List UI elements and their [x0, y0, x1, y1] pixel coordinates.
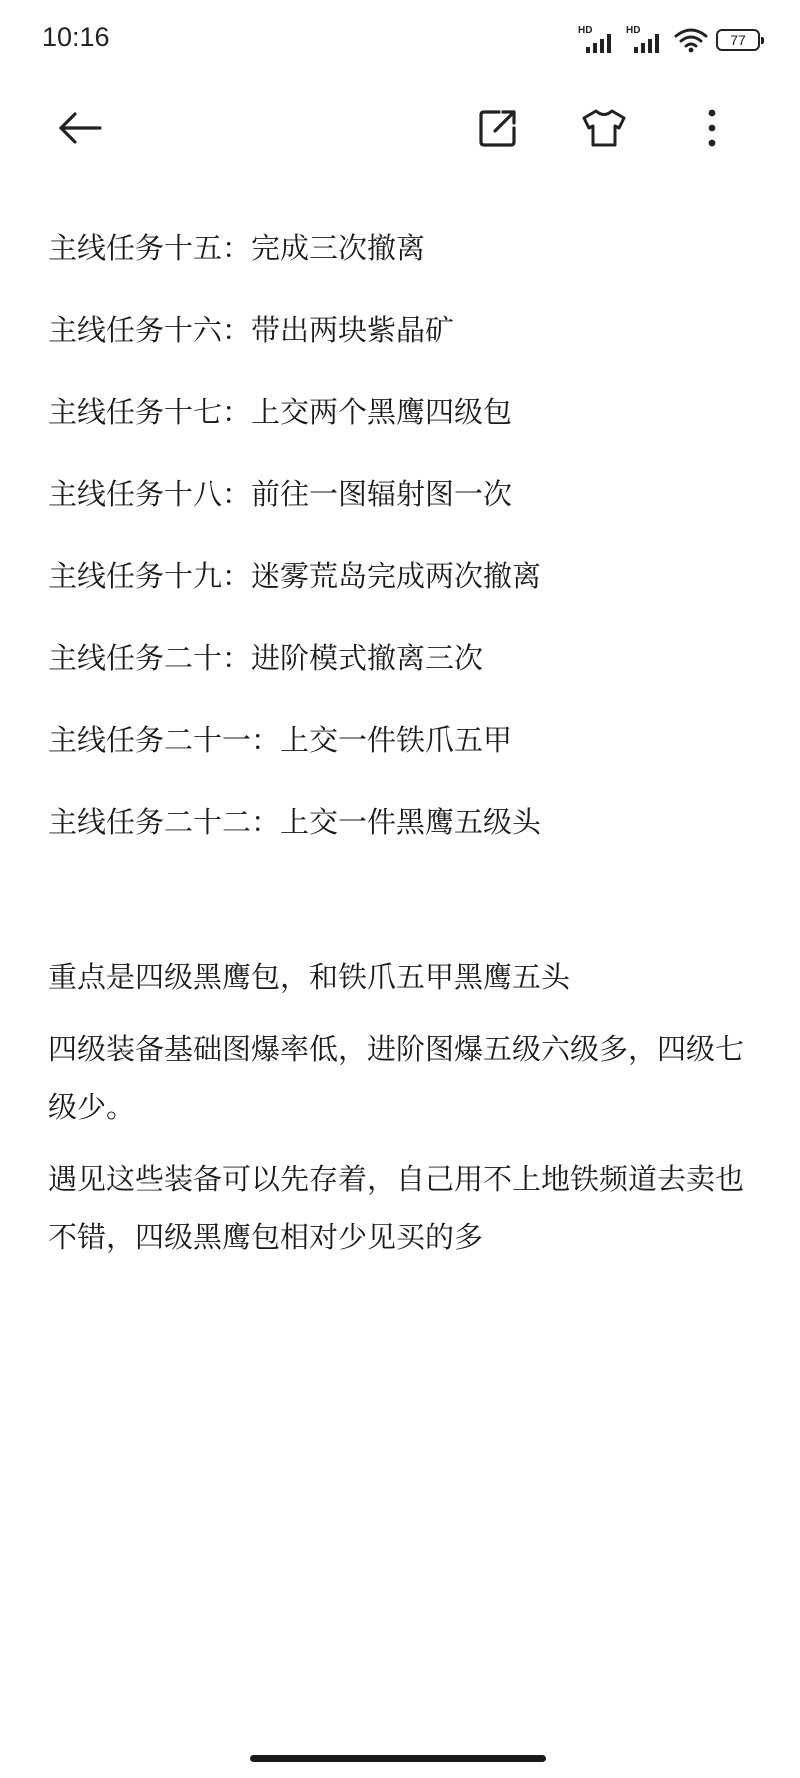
share-button[interactable]	[470, 100, 526, 156]
share-icon	[477, 107, 519, 149]
more-button[interactable]	[684, 100, 740, 156]
note-paragraph: 遇见这些装备可以先存着，自己用不上地铁频道去卖也不错，四级黑鹰包相对少见买的多	[48, 1162, 745, 1254]
task-line: 主线任务十八：前往一图辐射图一次	[48, 477, 513, 511]
cellular-signal-icon	[578, 25, 618, 55]
home-indicator[interactable]	[250, 1755, 546, 1762]
task-line: 主线任务二十：进阶模式撤离三次	[48, 641, 484, 675]
theme-button[interactable]	[576, 100, 632, 156]
back-button[interactable]	[52, 100, 108, 156]
arrow-left-icon	[56, 110, 104, 146]
task-line: 主线任务二十二：上交一件黑鹰五级头	[48, 805, 542, 839]
task-line: 主线任务十七：上交两个黑鹰四级包	[48, 395, 513, 429]
tshirt-icon	[581, 107, 627, 149]
notes-section	[48, 948, 758, 1266]
status-icons	[578, 24, 760, 56]
more-vertical-icon	[707, 108, 717, 148]
wifi-icon	[674, 27, 708, 53]
hd-label: HD	[578, 25, 593, 36]
battery-icon	[716, 29, 760, 51]
status-bar	[0, 0, 800, 80]
note-paragraph: 重点是四级黑鹰包，和铁爪五甲黑鹰五头	[48, 960, 571, 994]
note-paragraph: 四级装备基础图爆率低，进阶图爆五级六级多，四级七级少。	[48, 1032, 745, 1124]
hd-label: HD	[626, 25, 641, 36]
cellular-signal-icon	[626, 25, 666, 55]
task-line: 主线任务二十一：上交一件铁爪五甲	[48, 723, 513, 757]
battery-level: 77	[730, 32, 746, 48]
task-line: 主线任务十五：完成三次撤离	[48, 231, 426, 265]
toolbar	[0, 80, 800, 170]
task-line: 主线任务十六：带出两块紫晶矿	[48, 313, 455, 347]
note-content	[48, 228, 758, 1266]
status-time: 10:16	[42, 22, 110, 52]
task-line: 主线任务十九：迷雾荒岛完成两次撤离	[48, 559, 542, 593]
